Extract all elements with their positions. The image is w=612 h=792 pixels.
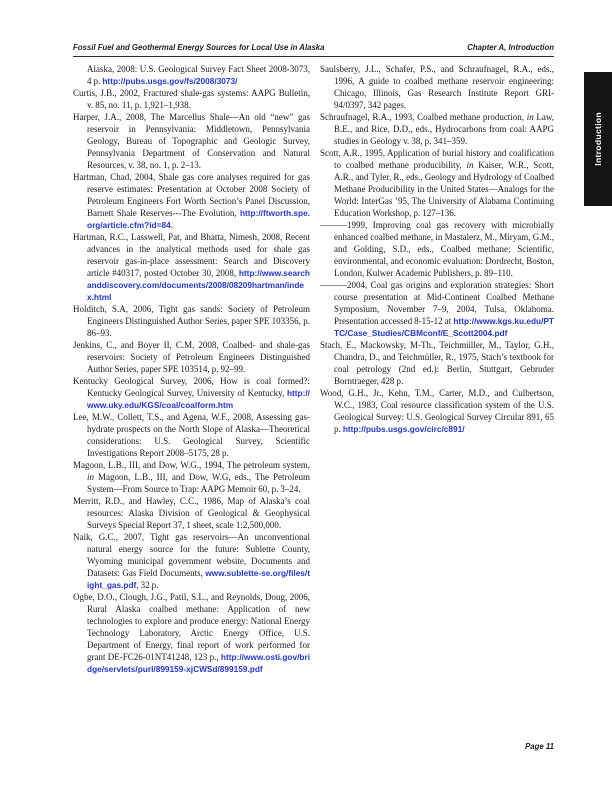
reference-link[interactable]: http://www.kgs.ku.edu/PTTC/Case_Studies/CBMconf/E_Scott2004.pdf [334, 316, 554, 338]
chapter-side-tab [584, 72, 612, 206]
reference-entry [73, 231, 310, 303]
reference-link[interactable]: http://www.osti.gov/bridge/servlets/purl/899159-xjCWSd/899159.pdf [87, 652, 310, 674]
running-footer [73, 742, 554, 751]
reference-text: . [170, 220, 173, 230]
reference-text: Lee, M.W., Collett, T.S., and Agena, W.F., 2008, Assessing gas-hydrate prospects on the North Slope of Alaska—Theoretical considerations: U.S. Geological Survey, Scientific Investigations Report 2008–5175, 28 p. [73, 412, 310, 458]
header-chapter: Chapter A, Introduction [467, 43, 554, 52]
reference-text: , 32 p. [136, 580, 159, 590]
reference-text: ———2004, Coal gas origins and exploration strategies: Short course presentation at Mid-Continent Coalbed Methane Symposium, November 7–9, 2004, Tulsa, Oklahoma. Presentation accessed 8-15-12 at [320, 280, 554, 326]
references-column-right [320, 63, 554, 435]
running-header [73, 43, 554, 52]
reference-italic: in [87, 472, 95, 482]
page-number: Page 11 [525, 742, 554, 751]
reference-text: ———1999, Improving coal gas recovery with microbially enhanced coalbed methane, in Mastalerz, M., Miryam, G.M., and Golding, S.D., eds., Coalbed methane; Scientific, environmental, and economic evaluation: Dordrecht, Boston, London, Kulwer Academic Publishers, p. 89–110. [320, 220, 554, 278]
reference-entry [73, 495, 310, 531]
reference-entry [73, 339, 310, 375]
reference-link[interactable]: www.sublette-se.org/files/tight_gas.pdf [87, 568, 310, 590]
reference-text: Magoon, L.B., III, and Dow, W.G., 1994, The petroleum system, [73, 460, 310, 470]
reference-text: Stach, E., Mackowsky, M-Th., Teichmüller, M., Taylor, G.H., Chandra, D., and Teichmüller, R., 1975, Stach’s textbook for coal petrology (2nd ed.): Berlin, Stuttgart, Gebruder Borntraeger, 428 p. [320, 340, 554, 386]
reference-text: Alaska, 2008: U.S. Geological Survey Fact Sheet 2008-3073, 4 p. [87, 64, 310, 86]
reference-link[interactable]: http://pubs.usgs.gov/fs/2008/3073/ [102, 76, 238, 86]
header-title: Fossil Fuel and Geothermal Energy Sources for Local Use in Alaska [73, 43, 325, 52]
references-body [73, 63, 554, 675]
reference-text: Wood, G.H., Jr., Kehn, T.M., Carter, M.D., and Culbertson, W.C., 1983, Coal resource classification system of the U.S. Geological Survey: U.S. Geological Survey Circular 891, 65 p. [320, 388, 554, 434]
reference-italic: in [466, 160, 474, 170]
reference-entry [320, 111, 554, 147]
reference-text: Kentucky Geological Survey, 2006, How is coal formed?: Kentucky Geological Survey, University of Kentucky, [73, 376, 310, 398]
reference-italic: in [526, 112, 534, 122]
reference-text: Naik, G.C., 2007, Tight gas reservoirs—An unconventional natural energy source for the future: Sublette County, Wyoming municipal government website, Documents and Datasets: Gas Field Documents, [73, 532, 310, 578]
reference-entry [73, 171, 310, 231]
reference-text: Scott, A.R., 1995, Application of burial history and coalification to coalbed methane producibility, [320, 148, 554, 170]
reference-link[interactable]: http://www.searchanddiscovery.com/documents/2008/08209hartman/index.html [87, 268, 310, 302]
reference-text: Schraufnagel, R.A., 1993, Coalbed methane production, [320, 112, 527, 122]
header-rule [73, 56, 554, 57]
reference-text: Merritt, R.D., and Hawley, C.C., 1986, Map of Alaska’s coal resources: Alaska Division of Geological & Geophysical Surveys Special Report 37, 1 sheet, scale 1:2,500,000. [73, 496, 310, 530]
reference-text: Curtis, J.B., 2002, Fractured shale-gas systems: AAPG Bulletin, v. 85, no. 11, p. 1,921–1,938. [73, 88, 310, 110]
reference-text: Hartman, Chad, 2004, Shale gas core analyses required for gas reserve estimates: Presentation at October 2008 Society of Petroleum Engineers Fort Worth Section’s Panel Discussion, Barnett Shale Reserves---The Evolution, [73, 172, 310, 218]
reference-link[interactable]: http://pubs.usgs.gov/circ/c891/ [342, 424, 465, 434]
reference-text: Harper, J.A., 2008, The Marcellus Shale—An old “new” gas reservoir in Pennsylvania: Middletown, Pennsylvania Geology, Bureau of Topographic and Geologic Survey, Pennsylvania Department of Conservation and Natural Resources, v. 38, no. 1, p. 2–13. [73, 112, 310, 170]
reference-entry [73, 63, 310, 87]
reference-text: Hartman, R.C., Lasswell, Pat, and Bhatta, Nimesh, 2008, Recent advances in the analytical methods used for shale gas reservoir gas-in-place assessment: Search and Discovery article #40317, posted October 30, 2008, [73, 232, 310, 278]
reference-text: Ogbe, D.O., Clough, J.G., Patil, S.L., and Reynolds, Doug, 2006, Rural Alaska coalbed methane: Application of new technologies to explore and produce energy: National Energy Technology Laboratory, Arctic Energy Office, U.S. Department of Energy, final report of work performed for grant DE-FC26-01NT41248, 123 p., [73, 592, 310, 662]
reference-entry [320, 147, 554, 219]
side-tab-label: Introduction [593, 112, 603, 166]
reference-entry [73, 411, 310, 459]
reference-entry [73, 591, 310, 675]
references-column-left [73, 63, 310, 675]
reference-entry [320, 219, 554, 279]
reference-text: Kaiser, W.R., Scott, A.R., and Tyler, R., eds., Geology and Hydrology of Coalbed Methane Producibility in the United States—Analogs for the World: InterGas ’95, The University of Alabama Continuing Education Workshop, p. 127–136. [334, 160, 554, 218]
reference-entry [73, 375, 310, 411]
reference-link[interactable]: http://ftworth.spe.org/article.cfm?id=84 [87, 208, 310, 230]
reference-entry [73, 303, 310, 339]
reference-entry [73, 87, 310, 111]
reference-text: Jenkins, C., and Boyer II, C.M, 2008, Coalbed- and shale-gas reservoirs: Society of Petroleum Engineers Distinguished Author Series, paper SPE 103514, p. 92–99. [73, 340, 310, 374]
reference-entry [320, 339, 554, 387]
reference-entry [73, 531, 310, 591]
reference-text: Law, B.E., and Rice, D.D., eds., Hydrocarbons from coal: AAPG studies in Geology v. 38, p. 341–359. [334, 112, 554, 146]
reference-link[interactable]: http://www.uky.edu/KGS/coal/coalform.htm [87, 388, 310, 410]
reference-text: Saulsberry, J.L., Schafer, P.S., and Schraufnagel, R.A., eds., 1996, A guide to coalbed methane reservoir engineering: Chicago, Illinois, Gas Research Institute Report GRI-94/0397, 342 pages. [320, 64, 554, 110]
reference-entry [320, 387, 554, 435]
reference-text: Magoon, L.B., III, and Dow, W.G, eds., The Petroleum System—From Source to Trap: AAPG Memoir 60, p. 3–24. [87, 472, 310, 494]
reference-entry [320, 279, 554, 339]
reference-entry [73, 111, 310, 171]
reference-entry [73, 459, 310, 495]
reference-entry [320, 63, 554, 111]
reference-text: Holditch, S.A, 2006, Tight gas sands: Society of Petroleum Engineers Distinguished Author Series, paper SPE 103356, p. 86–93. [73, 304, 310, 338]
